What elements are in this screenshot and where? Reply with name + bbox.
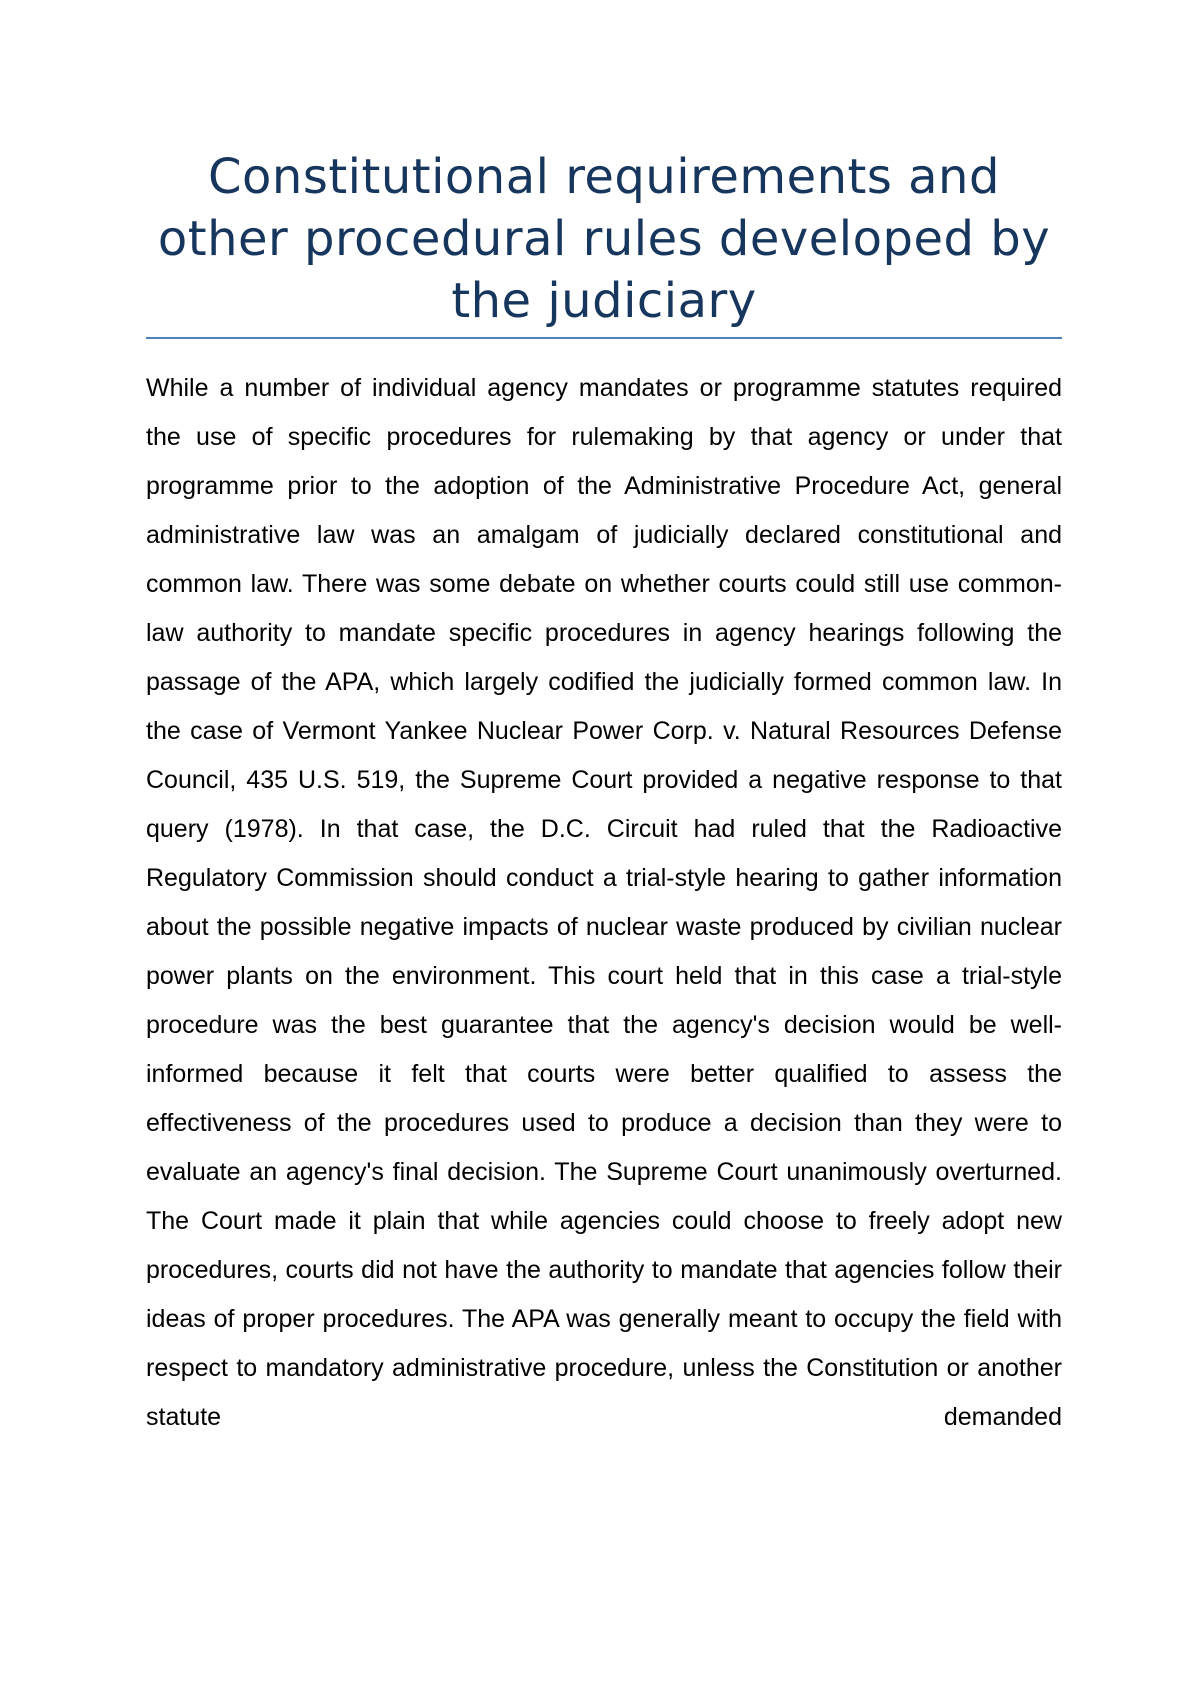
document-title: Constitutional requirements and other procedural rules developed by the judiciary [157,149,1051,329]
body-paragraph: While a number of individual agency mandates or programme statutes required the use of specific procedures for rulemaking by that agency or under that programme prior to the adoption of the Administrative Procedure Act, general administrative law was an amalgam of judicially declared constitutional and common law. There was some debate on whether courts could still use common-law authority to mandate specific procedures in agency hearings following the passage of the APA, which largely codified the judicially formed common law. In the case of Vermont Yankee Nuclear Power Corp. v. Natural Resources Defense Council, 435 U.S. 519, the Supreme Court provided a negative response to that query (1978). In that case, the D.C. Circuit had ruled that the Radioactive Regulatory Commission should conduct a trial-style hearing to gather information about the possible negative impacts of nuclear waste produced by civilian nuclear power plants on the environment. This court held that in this case a trial-style procedure was the best guarantee that the agency's decision would be well-informed because it felt that courts were better qualified to assess the effectiveness of the procedures used to produce a decision than they were to evaluate an agency's final decision. The Supreme Court unanimously overturned. The Court made it plain that while agencies could choose to freely adopt new procedures, courts did not have the authority to mandate that agencies follow their ideas of proper procedures. The APA was generally meant to occupy the field with respect to mandatory administrative procedure, unless the Constitution or another statute demanded [146,374,1062,1431]
title-divider [146,337,1062,339]
